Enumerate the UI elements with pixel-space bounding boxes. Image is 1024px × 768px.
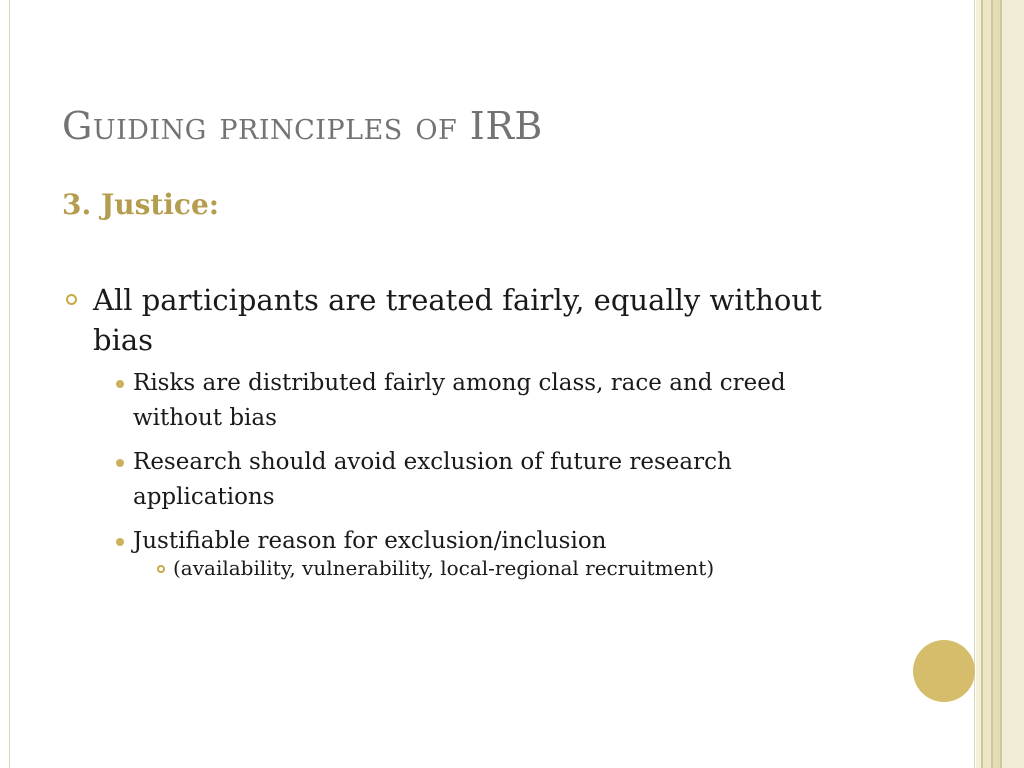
sub-bullet-text: Justifiable reason for exclusion/inclusion	[133, 528, 607, 554]
ring-bullet-icon	[66, 294, 77, 305]
sub-sub-bullet-list	[133, 553, 862, 583]
slide-content	[62, 280, 862, 592]
decorative-stripe	[1002, 0, 1024, 768]
ring-bullet-icon	[157, 565, 165, 573]
dot-bullet-icon	[116, 380, 124, 388]
dot-bullet-icon	[116, 459, 124, 467]
sub-bullet-item	[93, 524, 862, 583]
sub-bullet-item	[93, 445, 862, 515]
sub-bullet-list	[93, 366, 862, 583]
slide-subtitle: 3. Justice:	[62, 188, 220, 221]
sub-sub-bullet-text: (availability, vulnerability, local-regional recruitment)	[173, 556, 715, 580]
decorative-stripe	[993, 0, 1000, 768]
sub-bullet-text: Research should avoid exclusion of future research applications	[133, 449, 732, 510]
sub-bullet-text: Risks are distributed fairly among class, race and creed without bias	[133, 370, 786, 431]
decorative-circle	[913, 640, 975, 702]
slide-title: Guiding principles of IRB	[62, 104, 543, 148]
bullet-list	[62, 280, 862, 583]
bullet-item	[62, 280, 862, 583]
sub-bullet-item	[93, 366, 862, 436]
dot-bullet-icon	[116, 538, 124, 546]
decorative-stripe	[983, 0, 991, 768]
bullet-text: All participants are treated fairly, equally without bias	[93, 283, 822, 357]
sub-sub-bullet-item	[133, 553, 862, 583]
